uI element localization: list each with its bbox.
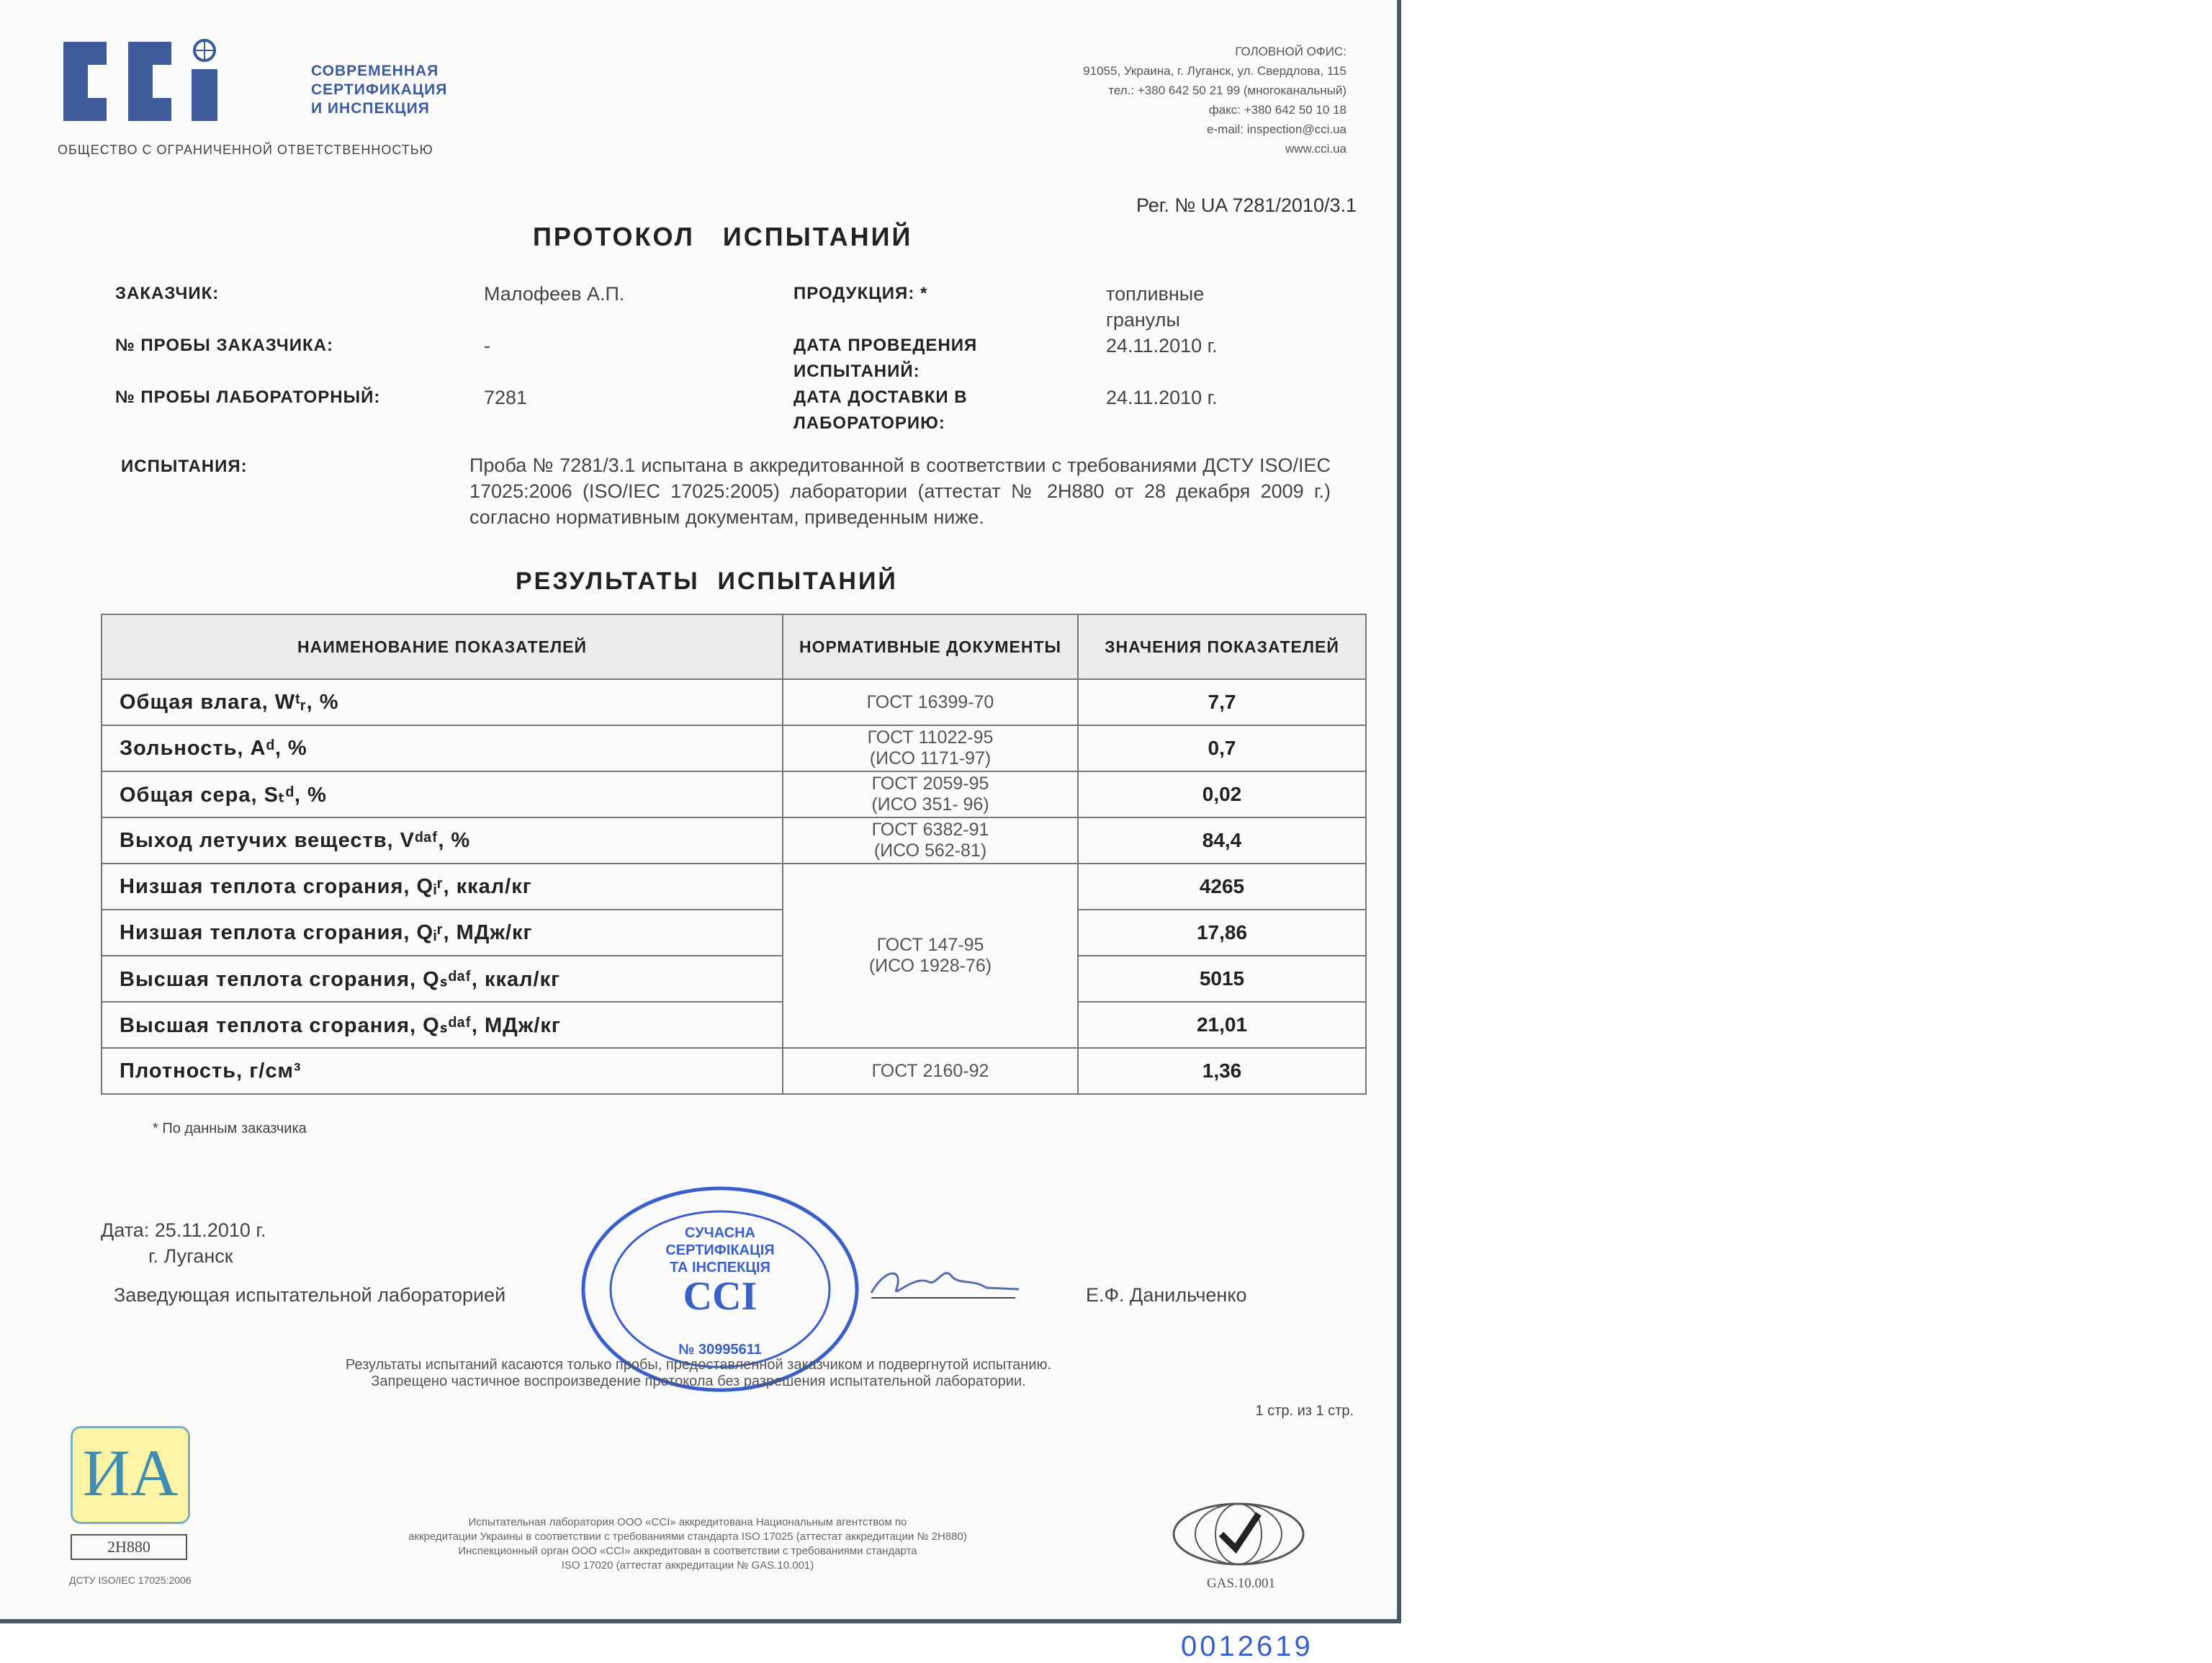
- issue-city: г. Луганск: [148, 1245, 233, 1267]
- table-row: [102, 817, 1366, 864]
- document-title: ПРОТОКОЛ ИСПЫТАНИЙ: [533, 222, 913, 251]
- row-name: Высшая теплота сгорания, Qₛᵈᵃᶠ, МДж/кг: [102, 1002, 783, 1048]
- row-name: Низшая теплота сгорания, Qᵢʳ, ккал/кг: [102, 864, 783, 910]
- disclaimer: [0, 1357, 1397, 1390]
- serial-number: 0012619: [1181, 1631, 1313, 1662]
- test-date-label: ДАТА ПРОВЕДЕНИЯ ИСПЫТАНИЙ:: [793, 336, 978, 381]
- stamp-line: ТА ІНСПЕКЦІЯ: [670, 1260, 770, 1276]
- inspection-check-mark-icon: [1166, 1498, 1310, 1570]
- row-value: 0,7: [1078, 725, 1366, 771]
- office-line: ГОЛОВНОЙ ОФИС:: [1235, 45, 1346, 58]
- row-name: Зольность, Aᵈ, %: [102, 725, 783, 771]
- row-value: 84,4: [1078, 817, 1366, 864]
- table-row: [102, 771, 1366, 817]
- row-value: 1,36: [1078, 1048, 1366, 1094]
- office-line: e-mail: inspection@cci.ua: [1207, 122, 1346, 136]
- page-number: 1 стр. из 1 стр.: [1255, 1403, 1354, 1419]
- row-value: 21,01: [1078, 1002, 1366, 1048]
- office-line: тел.: +380 642 50 21 99 (многоканальный): [1108, 84, 1346, 97]
- row-name: Низшая теплота сгорания, Qᵢʳ, МДж/кг: [102, 910, 783, 956]
- disclaimer-line: Результаты испытаний касаются только пробы, предоставленной заказчиком и подвергнутой испытанию.: [345, 1357, 1052, 1373]
- lab-sample-label: № ПРОБЫ ЛАБОРАТОРНЫЙ:: [115, 387, 381, 407]
- test-date-value: 24.11.2010 г.: [1106, 335, 1218, 357]
- customer-value: Малофеев А.П.: [484, 283, 625, 305]
- stamp-number: № 30995611: [678, 1342, 762, 1358]
- row-norm: ГОСТ 6382-91 (ИСО 562-81): [783, 817, 1078, 864]
- stamp-line: СЕРТИФІКАЦІЯ: [665, 1242, 775, 1258]
- product-label: ПРОДУКЦИЯ: *: [793, 284, 928, 303]
- office-line: 91055, Украина, г. Луганск, ул. Свердлова, 115: [1083, 64, 1346, 78]
- table-row: [102, 679, 1366, 725]
- table-row: [102, 1048, 1366, 1094]
- customer-label: ЗАКАЗЧИК:: [115, 284, 220, 303]
- row-value: 7,7: [1078, 679, 1366, 725]
- column-header-norm: НОРМАТИВНЫЕ ДОКУМЕНТЫ: [783, 614, 1078, 679]
- accreditation-mark-icon: ИА: [71, 1426, 190, 1524]
- product-value: топливные гранулы: [1106, 283, 1205, 331]
- results-title: РЕЗУЛЬТАТЫ ИСПЫТАНИЙ: [516, 568, 898, 595]
- row-name: Выход летучих веществ, Vᵈᵃᶠ, %: [102, 817, 783, 864]
- delivery-date-label: ДАТА ДОСТАВКИ В ЛАБОРАТОРИЮ:: [793, 387, 968, 433]
- company-name-line: СОВРЕМЕННАЯ: [311, 63, 439, 79]
- company-name-line: СЕРТИФИКАЦИЯ: [311, 81, 448, 98]
- customer-sample-value: -: [484, 335, 490, 357]
- tests-label: ИСПЫТАНИЯ:: [121, 457, 248, 476]
- accreditation-line: Инспекционный орган ООО «ССІ» аккредитован в соответствии с требованиями стандарта: [458, 1545, 917, 1557]
- accreditation-line: ISO 17020 (аттестат аккредитации № GAS.10.001): [561, 1559, 814, 1572]
- table-row: [102, 725, 1366, 771]
- accreditation-text: [238, 1515, 1138, 1573]
- row-value: 17,86: [1078, 910, 1366, 956]
- signature-icon: [864, 1253, 1022, 1311]
- row-value: 0,02: [1078, 771, 1366, 817]
- row-name: Плотность, г/см³: [102, 1048, 783, 1094]
- table-row: [102, 1002, 1366, 1048]
- office-line: www.cci.ua: [1285, 142, 1346, 156]
- results-table: [101, 614, 1367, 1095]
- registration-number: Рег. № UA 7281/2010/3.1: [1136, 194, 1357, 216]
- signer-name: Е.Ф. Данильченко: [1086, 1284, 1247, 1306]
- column-header-value: ЗНАЧЕНИЯ ПОКАЗАТЕЛЕЙ: [1078, 614, 1366, 679]
- office-address: [698, 42, 1346, 158]
- table-row: [102, 910, 1366, 956]
- row-name: Общая сера, Sₜᵈ, %: [102, 771, 783, 817]
- table-header-row: [102, 614, 1366, 679]
- stamp-brand: CCI: [683, 1274, 757, 1319]
- accreditation-standard: ДСТУ ISO/IEC 17025:2006: [69, 1574, 192, 1586]
- row-name: Высшая теплота сгорания, Qₛᵈᵃᶠ, ккал/кг: [102, 956, 783, 1002]
- issue-date: Дата: 25.11.2010 г.: [101, 1219, 266, 1241]
- row-name: Общая влага, Wᵗᵣ, %: [102, 679, 783, 725]
- row-norm: ГОСТ 2059-95 (ИСО 351- 96): [783, 771, 1078, 817]
- row-norm: ГОСТ 16399-70: [783, 679, 1078, 725]
- row-norm: ГОСТ 11022-95 (ИСО 1171-97): [783, 725, 1078, 771]
- accreditation-line: Испытательная лаборатория ООО «ССІ» аккредитована Национальным агентством по: [468, 1516, 907, 1528]
- head-of-lab: Заведующая испытательной лабораторией: [114, 1284, 506, 1306]
- footnote: * По данным заказчика: [153, 1121, 307, 1137]
- customer-sample-label: № ПРОБЫ ЗАКАЗЧИКА:: [115, 336, 333, 355]
- lab-sample-value: 7281: [484, 387, 528, 408]
- company-name: [311, 62, 447, 118]
- row-norm: ГОСТ 147-95 (ИСО 1928-76): [783, 864, 1078, 1048]
- accreditation-line: аккредитации Украины в соответствии с требованиями стандарта ISO 17025 (аттестат аккредитации № 2Н880): [408, 1530, 967, 1543]
- company-form: ОБЩЕСТВО С ОГРАНИЧЕННОЙ ОТВЕТСТВЕННОСТЬЮ: [58, 143, 433, 157]
- cci-logo-icon: [56, 35, 287, 128]
- company-name-line: И ИНСПЕКЦИЯ: [311, 100, 430, 117]
- column-header-name: НАИМЕНОВАНИЕ ПОКАЗАТЕЛЕЙ: [102, 614, 783, 679]
- row-value: 4265: [1078, 864, 1366, 910]
- tests-text: Проба № 7281/3.1 испытана в аккредитованной в соответствии с требованиями ДСТУ ISO/IEC 17025:2006 (ISO/IEC 17025:2005) лаборатории (аттестат № 2Н880 от 28 декабря 2009 г.) согласно нормативным документам, приведенным ниже.: [469, 454, 1331, 528]
- gas-code: GAS.10.001: [1207, 1576, 1276, 1591]
- row-norm: ГОСТ 2160-92: [783, 1048, 1078, 1094]
- table-row: [102, 956, 1366, 1002]
- stamp-line: СУЧАСНА: [685, 1225, 755, 1241]
- accreditation-code: 2Н880: [71, 1534, 187, 1560]
- delivery-date-value: 24.11.2010 г.: [1106, 387, 1218, 408]
- office-line: факс: +380 642 50 10 18: [1208, 103, 1346, 117]
- disclaimer-line: Запрещено частичное воспроизведение протокола без разрешения испытательной лаборатории.: [371, 1373, 1026, 1389]
- row-value: 5015: [1078, 956, 1366, 1002]
- table-row: [102, 864, 1366, 910]
